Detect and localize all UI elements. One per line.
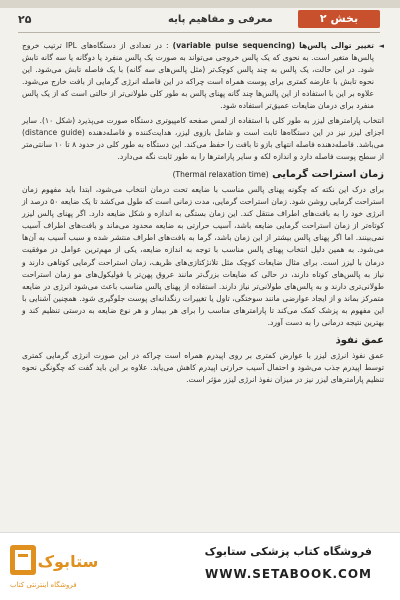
bullet-title-en: (variable pulse sequencing) — [172, 41, 296, 50]
heading-1-en: (Thermal relaxation time) — [172, 169, 269, 179]
store-name: فروشگاه کتاب پزشکی ستابوک — [204, 545, 372, 558]
paragraph-4: عمق نفوذ انرژی لیزر با عوارض کمتری بر روی اپیدرم همراه است چراکه در این صورت انرژی گرمایی کمتری توسط اپیدرم جذب می‌شود و احتمال آسیب حرارتی اپیدرم کاهش می‌یابد. علاوه بر این باید گفت که چگونگی نحوه تنظیم پارامترهای لیزر نیز در میزان نفوذ انرژی لیزر مؤثر است. — [22, 351, 384, 385]
paragraph-2: انتخاب پارامترهای لیزر به طور کلی با استفاده از لمس صفحه کامپیوتری دستگاه صورت می‌پذیرد (شکل ۱۰). سایر اجزای لیزر نیز در این دستگاه‌ها ثابت است و شامل بازوی لیزر، هدایت‌کننده و فاصله‌دهنده (distance guide) می‌باشد. فاصله‌دهنده فاصله انتهای بازو تا بافت را حفظ می‌کند. این دستگاه به طور کلی در حدود ۸ تا ۱۰ سانتی‌متر از سطح پوست فاصله دارد و اندازه لکه و سایر پارامترها را به طور ثابت نگه می‌دارد. — [22, 115, 384, 161]
paragraph-3: برای درک این نکته که چگونه پهنای پالس مناسب با ضایعه تحت درمان انتخاب می‌شود، ابتدا باید مفهوم زمان استراحت گرمایی روشن شود. زمان استراحت گرمایی، مدت زمانی است که طول می‌کشد تا یک ضایعه ۵۰ درصد از انرژی خود را به بافت‌های اطراف منتقل کند. این زمان بستگی به اندازه و شکل ضایعه دارد. اگر پهنای پالس لیزر کوتاه‌تر از زمان استراحت گرمایی ضایعه باشد، آسیب حرارتی به ضایعه محدود می‌ماند و بافت‌های اطراف آسیب نمی‌بینند. اما اگر پهنای پالس بیشتر از این زمان باشد، گرما به بافت‌های اطراف منتشر شده و سبب آسیب به آن‌ها می‌شود. به همین دلیل انتخاب پهنای پالس مناسب با توجه به اندازه ضایعه، یکی از مهم‌ترین عوامل در موفقیت درمان با لیزر است. برای مثال ضایعات کوچک مثل تلانژکتازی‌های ظریف، زمان استراحت گرمایی کوتاهی دارند و نیاز به پالس‌های کوتاه دارند، در حالی که ضایعات بزرگ‌تر مانند عروق پهن‌تر یا فولیکول‌های مو زمان استراحت طولانی‌تری دارند و به پالس‌های طولانی‌تر نیاز دارند. استفاده از پهنای پالس مناسب باعث می‌شود انرژی در ضایعه متمرکز بماند و از ایجاد عوارضی مانند سوختگی، تاول یا تغییرات رنگدانه‌ای پوست جلوگیری شود. همچنین آشنایی با این مفهوم به پزشک کمک می‌کند تا پارامترهای مناسب را برای هر بیمار و هر نوع ضایعه به درستی تنظیم کند و بهترین نتیجه درمانی را به دست آورد. — [22, 184, 384, 327]
book-logo-icon — [8, 541, 98, 581]
page-header — [18, 10, 380, 33]
heading-thermal-relaxation — [22, 169, 384, 180]
section-title: معرفی و مفاهیم پایه — [168, 14, 273, 25]
page-number: ۲۵ — [18, 13, 32, 26]
logo-text: ستابوک — [37, 552, 98, 571]
heading-penetration-depth: عمق نفوذ — [335, 335, 384, 347]
bullet-icon: ◄ — [378, 42, 384, 50]
logo-caption: فروشگاه اینترنتی کتاب — [10, 581, 77, 589]
bullet-title: تغییر توالی پالس‌ها — [299, 41, 374, 50]
chapter-badge: بخش ۲ — [298, 10, 380, 28]
store-url-link[interactable]: WWW.SETABOOK.COM — [204, 567, 372, 581]
bullet-paragraph — [22, 40, 384, 113]
top-edge — [0, 0, 400, 8]
page-body — [22, 40, 384, 532]
bullet-text: : در تعدادی از دستگاه‌های IPL ترتیب خروج پالس‌ها متغیر است. به نحوی که یک پالس خروجی می‌تواند به صورت یک پالس منفرد یا دوگانه یا سه گانه تابش شود. در این حالت، یک پالس به چند پالس کوچک‌تر (مثل پالس‌های سه گانه) با یک فاصله تابش می‌شود. این نحوه تابش با عارضه کمتری برای پوست همراه است چراکه در این فاصله انرژی گرمایی از بافت خارج می‌شود. علاوه بر این با استفاده از این پالس‌ها چند گانه پهنای پالس به طور کلی طولانی‌تر از حالتی است که از یک پالس منفرد برای درمان ضایعات عمیق‌تر استفاده شود. — [22, 41, 374, 111]
store-logo[interactable] — [8, 541, 98, 593]
heading-1-text: زمان استراحت گرمایی — [272, 168, 384, 180]
store-footer — [0, 532, 400, 600]
